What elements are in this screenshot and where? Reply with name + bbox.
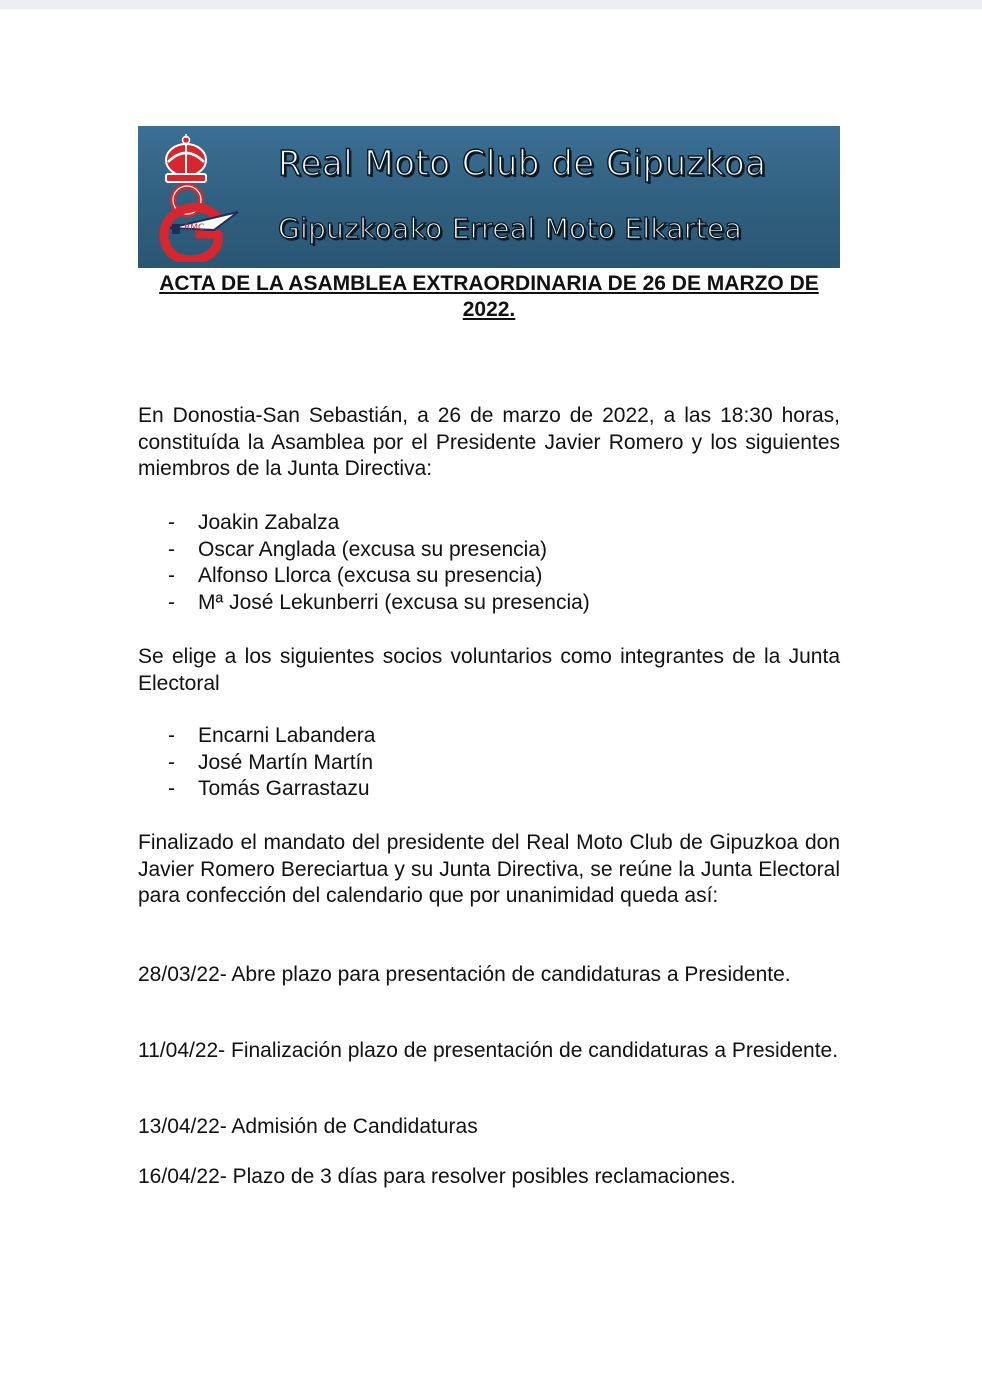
list-dash: - xyxy=(168,564,175,587)
list-dash: - xyxy=(168,590,175,614)
banner-title: Real Moto Club de Gipuzkoa xyxy=(278,144,767,184)
list-item: - Mª José Lekunberri (excusa su presencia) xyxy=(168,590,590,617)
club-banner xyxy=(138,126,840,268)
electoral-intro-paragraph: Se elige a los siguientes socios voluntarios como integrantes de la Junta Electoral xyxy=(138,645,840,695)
board-member-list xyxy=(168,510,590,616)
intro-paragraph: En Donostia-San Sebastián, a 26 de marzo de 2022, a las 18:30 horas, constituída la Asamblea por el Presidente Javier Romero y los siguientes miembros de la Junta Directiva: xyxy=(138,404,840,480)
list-item: - Oscar Anglada (excusa su presencia) xyxy=(168,537,590,564)
svg-text:RMC: RMC xyxy=(184,223,205,233)
banner-subtitle: Gipuzkoako Erreal Moto Elkartea xyxy=(278,212,742,245)
list-item: - Alfonso Llorca (excusa su presencia) xyxy=(168,563,590,590)
list-dash: - xyxy=(168,750,175,774)
list-dash: - xyxy=(168,724,175,747)
calendar-entry: 11/04/22- Finalización plazo de presentación de candidaturas a Presidente. xyxy=(138,1039,839,1062)
list-dash: - xyxy=(168,777,175,800)
club-crest-icon xyxy=(150,132,250,262)
list-item: - Encarni Labandera xyxy=(168,723,375,750)
list-dash: - xyxy=(168,537,175,561)
calendar-entry: 28/03/22- Abre plazo para presentación de candidaturas a Presidente. xyxy=(138,963,791,986)
list-dash: - xyxy=(168,511,175,534)
mandate-paragraph: Finalizado el mandato del presidente del Real Moto Club de Gipuzkoa don Javier Romero Bereciartua y su Junta Directiva, se reúne la Junta Electoral para confección del calendario que por unanimidad queda así: xyxy=(138,831,840,907)
crown-icon xyxy=(166,134,206,182)
calendar-entry: 16/04/22- Plazo de 3 días para resolver posibles reclamaciones. xyxy=(138,1165,736,1188)
list-item: - Joakin Zabalza xyxy=(168,510,590,537)
calendar-entry: 13/04/22- Admisión de Candidaturas xyxy=(138,1115,478,1138)
list-item: - Tomás Garrastazu xyxy=(168,776,375,803)
top-strip xyxy=(0,0,982,9)
list-item: - José Martín Martín xyxy=(168,750,375,777)
electoral-member-list xyxy=(168,723,375,803)
document-title: ACTA DE LA ASAMBLEA EXTRAORDINARIA DE 26 DE MARZO DE 2022. xyxy=(159,272,819,321)
